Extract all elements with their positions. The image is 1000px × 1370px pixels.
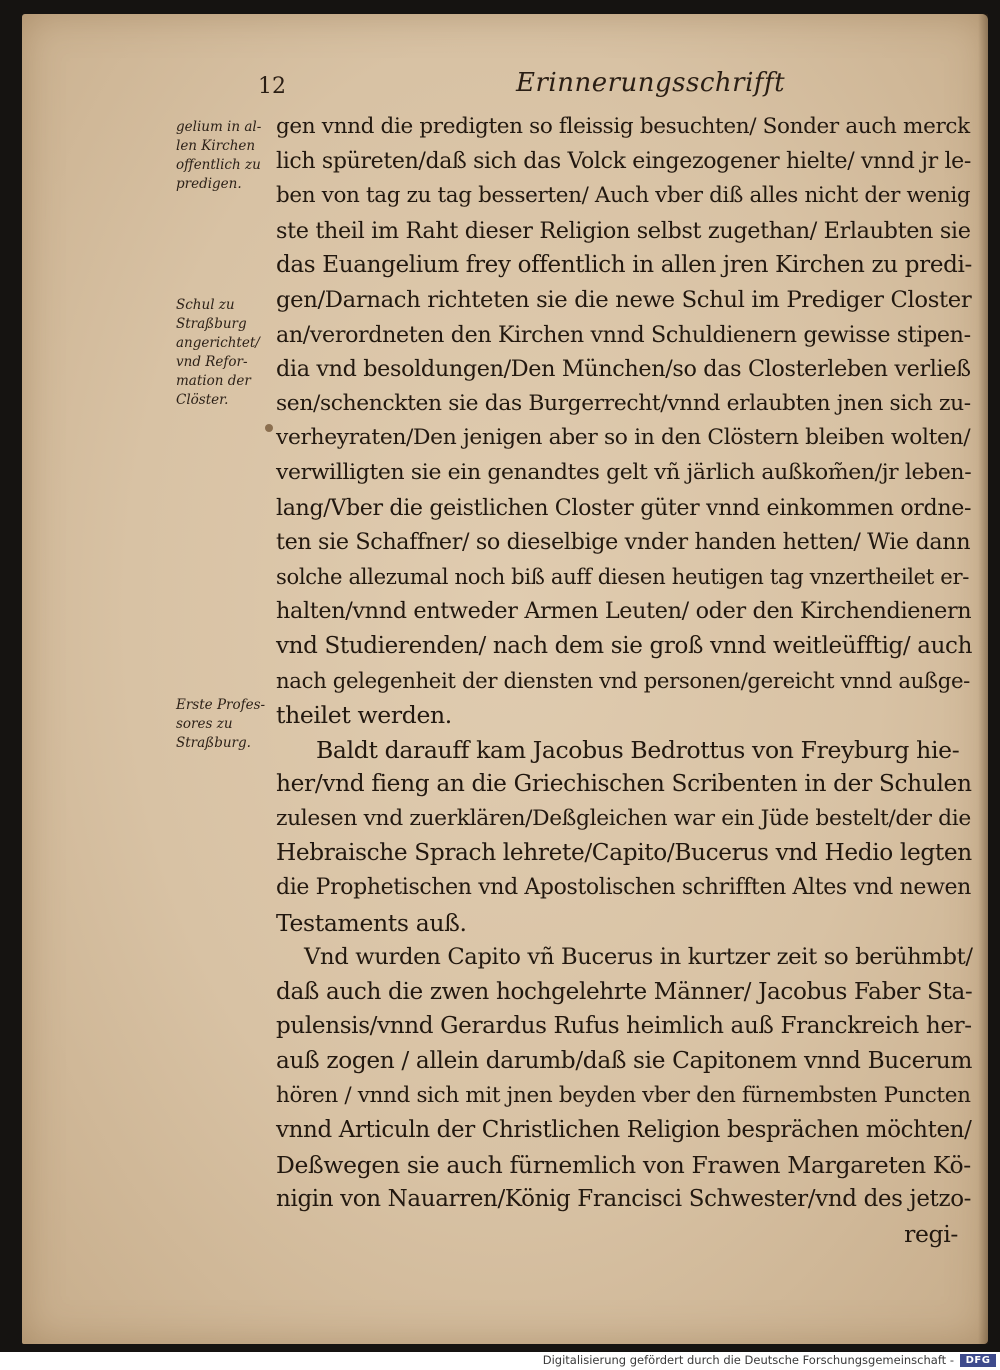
text-line: daß auch die zwen hochgelehrte Männer/ Jacobus Faber Sta- xyxy=(276,978,973,1005)
text-line: das Euangelium frey offentlich in allen jren Kirchen zu predi- xyxy=(276,252,972,279)
text-line: nigin von Nauarren/König Francisci Schwester/vnd des jetzo- xyxy=(276,1186,972,1213)
text-line: Baldt darauff kam Jacobus Bedrottus von Freyburg hie- xyxy=(316,735,960,764)
text-line: vnnd Articuln der Christlichen Religion besprächen möchten/ xyxy=(276,1117,972,1144)
text-line: Deßwegen sie auch fürnemlich von Frawen Margareten Kö- xyxy=(276,1150,971,1179)
text-line: verheyraten/Den jenigen aber so in den Clöstern bleiben wolten/ xyxy=(276,425,971,451)
text-line: ten sie Schaffner/ so dieselbige vnder handen hetten/ Wie dann xyxy=(276,529,971,556)
text-line: Vnd wurden Capito vñ Bucerus in kurtzer zeit so berühmbt/ xyxy=(304,944,973,971)
text-line: nach gelegenheit der diensten vnd personen/gereicht vnnd außge- xyxy=(276,667,970,693)
text-line: Hebraische Sprach lehrete/Capito/Bucerus vnd Hedio legten xyxy=(276,839,972,867)
text-line: die Prophetischen vnd Apostolischen schrifften Altes vnd newen xyxy=(276,875,971,901)
text-line: theilet werden. xyxy=(276,701,452,730)
text-line: verwilligten sie ein genandtes gelt vñ järlich außkom̃en/jr leben- xyxy=(276,459,972,485)
digitization-footer xyxy=(0,1352,1000,1370)
text-line: pulensis/vnnd Gerardus Rufus heimlich auß Franckreich her- xyxy=(276,1013,972,1040)
text-line: her/vnd fieng an die Griechischen Scribenten in der Schulen xyxy=(276,770,972,798)
text-line: gen vnnd die predigten so fleissig besuchten/ Sonder auch merck xyxy=(276,114,970,139)
text-line: gen/Darnach richteten sie die newe Schul im Prediger Closter xyxy=(276,286,972,313)
page-number: 12 xyxy=(258,74,286,99)
text-line: hören / vnnd sich mit jnen beyden vber den fürnembsten Puncten xyxy=(276,1082,971,1108)
text-line: solche allezumal noch biß auff diesen heutigen tag vnzertheilet er- xyxy=(276,563,969,589)
text-line: Testaments auß. xyxy=(276,908,467,937)
text-line: ste theil im Raht dieser Religion selbst zugethan/ Erlaubten sie xyxy=(276,217,971,244)
margin-note-professors: Erste Profes- sores zu Straßburg. xyxy=(176,697,266,751)
catchword: regi- xyxy=(904,1220,958,1248)
text-line: sen/schenckten sie das Burgerrecht/vnnd erlaubten jnen sich zu- xyxy=(276,390,971,416)
text-line: zulesen vnd zuerklären/Deßgleichen war ein Jüde bestelt/der die xyxy=(276,805,971,831)
margin-note-school: Schul zu Straßburg angerichtet/ vnd Refor- mation der Clöster. xyxy=(176,297,260,408)
text-line: lang/Vber die geistlichen Closter güter vnnd einkommen ordne- xyxy=(276,494,972,521)
ink-blot xyxy=(265,424,273,432)
margin-note-preaching: gelium in al- len Kirchen offentlich zu predigen. xyxy=(176,119,262,192)
text-line: vnd Studierenden/ nach dem sie groß vnnd weitleüfftig/ auch xyxy=(276,632,973,659)
text-line: lich spüreten/daß sich das Volck eingezogener hielte/ vnnd jr le- xyxy=(276,148,971,174)
dfg-logo: DFG xyxy=(960,1354,996,1367)
funding-credit: Digitalisierung gefördert durch die Deutsche Forschungsgemeinschaft - xyxy=(542,1353,954,1367)
text-line: an/verordneten den Kirchen vnnd Schuldienern gewisse stipen- xyxy=(276,321,971,348)
text-line: dia vnd besoldungen/Den München/so das Closterleben verließ xyxy=(276,356,971,383)
text-line: ben von tag zu tag besserten/ Auch vber diß alles nicht der wenig xyxy=(276,183,971,209)
running-head: Erinnerungsschrifft xyxy=(516,68,786,98)
text-line: halten/vnnd entweder Armen Leuten/ oder den Kirchendienern xyxy=(276,598,972,625)
text-line: auß zogen / allein darumb/daß sie Capitonem vnnd Bucerum xyxy=(276,1047,973,1075)
body-text xyxy=(276,110,976,1252)
